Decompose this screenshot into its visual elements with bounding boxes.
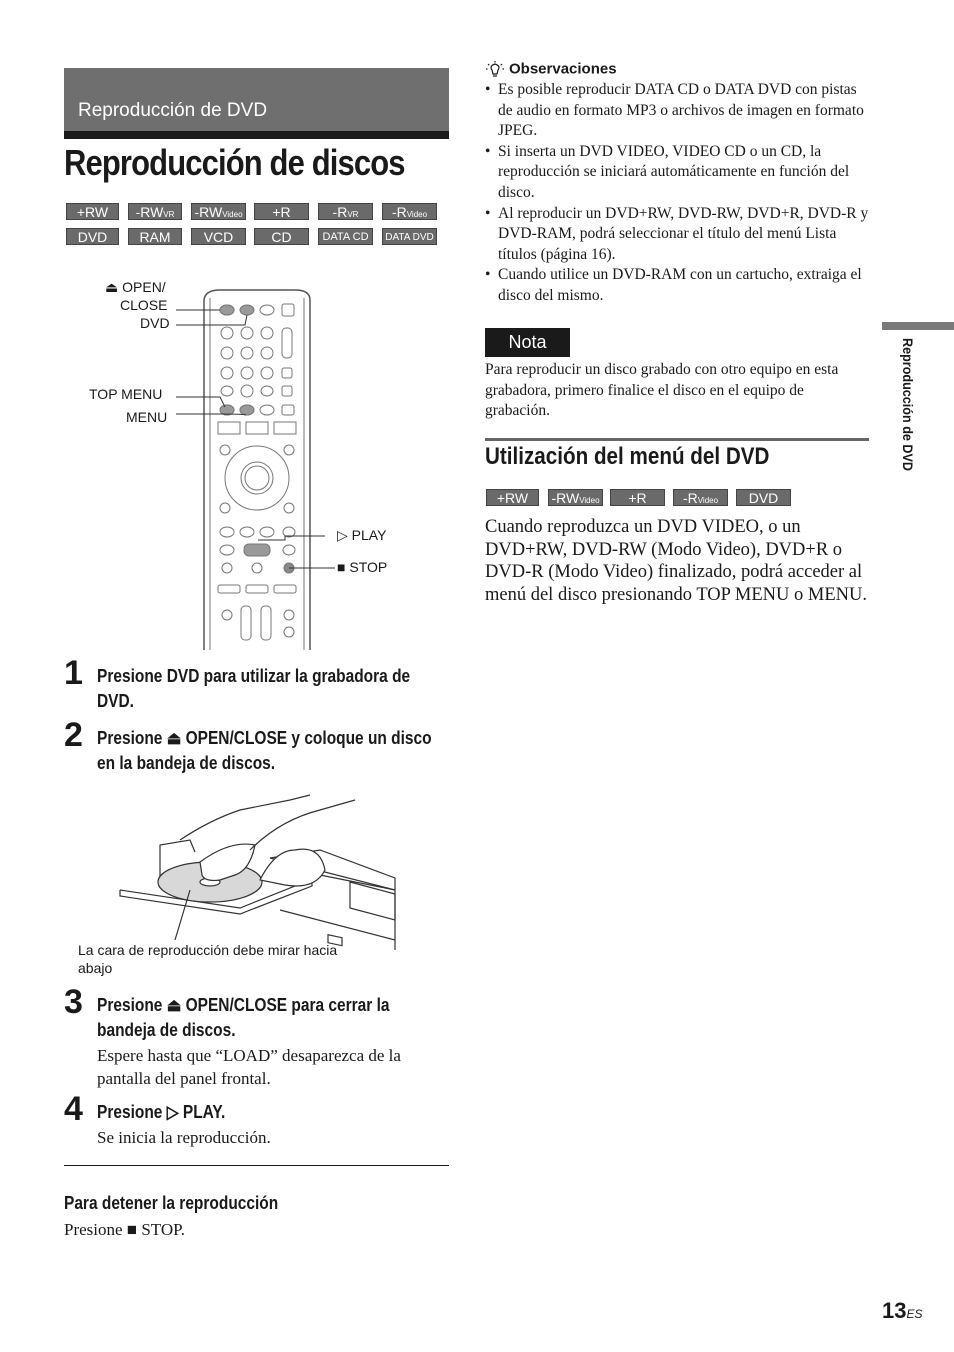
observaciones-header (485, 60, 617, 80)
disc-badge: -RVideo (382, 203, 437, 220)
observaciones-title: Observaciones (509, 60, 617, 78)
stop-section-title: Para detener la reproducción (64, 1193, 279, 1213)
disc-badge: +R (254, 203, 309, 220)
list-item: • Al reproducir un DVD+RW, DVD-RW, DVD+R, DVD-R y DVD-RAM, podrá seleccionar el título del menú Lista títulos (página 16). (485, 204, 870, 266)
divider (64, 1165, 449, 1166)
disc-badge: CD (254, 228, 309, 245)
disc-badge: DATA DVD (382, 228, 437, 245)
callout-play: ▷ PLAY (337, 527, 387, 543)
step-body: Se inicia la reproducción. (97, 1128, 271, 1147)
callout-dvd: DVD (140, 315, 170, 331)
disc-badge: +R (610, 489, 665, 506)
step-text: Presione ▷ PLAY. (97, 1102, 226, 1122)
side-tab-label: Reproducción de DVD (900, 338, 916, 472)
step-text: Presione ⏏ OPEN/CLOSE para cerrar la bandeja de discos. (97, 995, 390, 1040)
stop-icon: ■ (337, 559, 346, 575)
disc-badge: RAM (128, 228, 182, 245)
disc-badge: -RWVideo (191, 203, 246, 220)
disc-insertion-illustration (80, 790, 410, 950)
section-header-rule (64, 131, 449, 139)
step-text: Presione ⏏ OPEN/CLOSE y coloque un disco en la bandeja de discos. (97, 728, 432, 773)
dvd-menu-text: Cuando reproduzca un DVD VIDEO, o un DVD+RW, DVD-RW (Modo Video), DVD+R o DVD-R (Modo Video) finalizado, podrá acceder al menú del disco presionando TOP MENU o MENU. (485, 517, 867, 606)
callout-close: CLOSE (120, 297, 168, 313)
list-item: • Es posible reproducir DATA CD o DATA DVD con pistas de audio en formato MP3 o archivos de imagen en formato JPEG. (485, 80, 870, 142)
page-title: Reproducción de discos (64, 142, 405, 183)
disc-badge: DVD (736, 489, 791, 506)
stop-section-text: Presione ■ STOP. (64, 1220, 185, 1239)
page-suffix: ES (906, 1307, 923, 1321)
lightbulb-icon (485, 60, 505, 80)
section-header (64, 68, 449, 131)
disc-caption: La cara de reproducción debe mirar hacia abajo (78, 942, 338, 976)
disc-badge: -RVR (318, 203, 373, 220)
step-number: 4 (64, 1090, 83, 1128)
step-number: 1 (64, 654, 83, 692)
nota-badge: Nota (485, 328, 570, 357)
callout-stop: ■ STOP (337, 559, 388, 575)
page-number: 13ES (882, 1298, 923, 1323)
disc-badge: DVD (66, 228, 119, 245)
observaciones-list (485, 80, 870, 307)
subsection-title: Utilización del menú del DVD (485, 443, 770, 470)
step-number: 2 (64, 716, 83, 754)
disc-badge: -RVideo (673, 489, 728, 506)
callout-menu: MENU (126, 409, 168, 425)
side-tab-bar (882, 322, 954, 330)
callout-top-menu: TOP MENU (89, 386, 163, 402)
step-body: Espere hasta que “LOAD” desaparezca de la pantalla del panel frontal. (97, 1046, 401, 1088)
list-item: • Cuando utilice un DVD-RAM con un cartucho, extraiga el disco del mismo. (485, 265, 870, 306)
disc-badge: -RWVideo (548, 489, 603, 506)
disc-badge: -RWVR (128, 203, 182, 220)
callout-open: ⏏ OPEN/ (105, 279, 166, 295)
disc-badge: DATA CD (318, 228, 373, 245)
remote-control-illustration (60, 270, 460, 655)
list-item: • Si inserta un DVD VIDEO, VIDEO CD o un CD, la reproducción se iniciará automáticamente en función del disco. (485, 142, 870, 204)
eject-icon: ⏏ (105, 279, 119, 295)
disc-badge: +RW (486, 489, 539, 506)
disc-badge: VCD (191, 228, 246, 245)
nota-text: Para reproducir un disco grabado con otro equipo en esta grabadora, primero finalice el disco en el equipo de grabación. (485, 361, 839, 420)
section-header-label: Reproducción de DVD (78, 100, 268, 121)
step-text: Presione DVD para utilizar la grabadora de DVD. (97, 666, 411, 711)
subsection-rule (485, 438, 869, 441)
play-icon: ▷ (337, 527, 348, 543)
step-number: 3 (64, 983, 83, 1021)
disc-badge: +RW (66, 203, 119, 220)
